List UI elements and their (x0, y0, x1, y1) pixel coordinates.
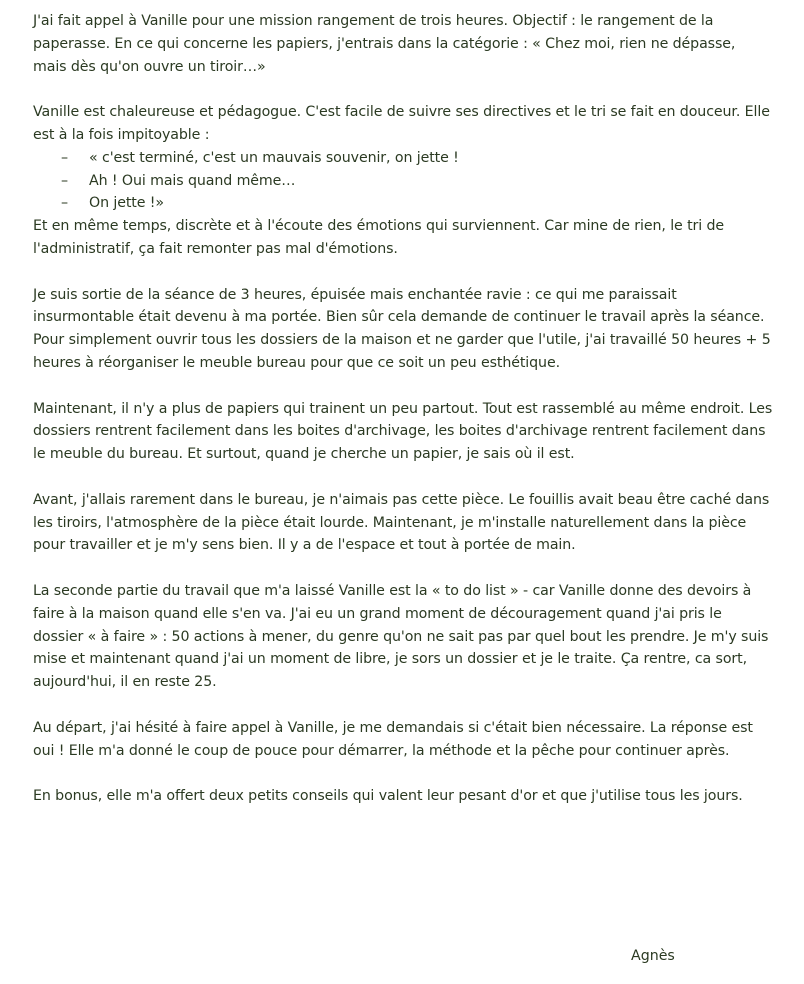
paragraph-vanille-qualities: Vanille est chaleureuse et pédagogue. C'est facile de suivre ses directives et le tri se fait en douceur. Elle est à la fois impitoyable : (33, 104, 770, 143)
list-item: – On jette !» (61, 192, 773, 215)
testimonial-letter (33, 10, 773, 831)
dash-bullet: – (61, 172, 68, 189)
paragraph-emotions: Et en même temps, discrète et à l'écoute des émotions qui surviennent. Car mine de rien, le tri de l'administratif, ça fait remonter pas mal d'émotions. (33, 218, 725, 257)
paragraph-session: Je suis sortie de la séance de 3 heures, épuisée mais enchantée ravie : ce qui me paraissait insurmontable était devenu à ma portée. Bien sûr cela demande de continuer le travail après la séance. Pour simplement ouvrir tous les dossiers de la maison et ne garder que l'utile, j'ai travaillé 50 heures + 5 heures à réorganiser le meuble bureau pour que ce soit un peu esthétique. (33, 286, 771, 371)
dash-bullet: – (61, 195, 68, 212)
paragraph-bonus: En bonus, elle m'a offert deux petits conseils qui valent leur pesant d'or et que j'utilise tous les jours. (33, 788, 743, 805)
list-item: – Ah ! Oui mais quand même… (61, 170, 773, 193)
list-item: – « c'est terminé, c'est un mauvais souvenir, on jette ! (61, 147, 773, 170)
dash-bullet: – (61, 149, 68, 166)
quote-list (33, 147, 773, 215)
paragraph-intro: J'ai fait appel à Vanille pour une mission rangement de trois heures. Objectif : le rangement de la paperasse. En ce qui concerne les papiers, j'entrais dans la catégorie : « Chez moi, rien ne dépasse, mais dès qu'on ouvre un tiroir…» (33, 13, 736, 75)
paragraph-before: Avant, j'allais rarement dans le bureau, je n'aimais pas cette pièce. Le fouillis avait beau être caché dans les tiroirs, l'atmosphère de la pièce était lourde. Maintenant, je m'installe naturellement dans la pièce pour travailler et je m'y sens bien. Il y a de l'espace et tout à portée de main. (33, 491, 770, 554)
paragraph-hesitation: Au départ, j'ai hésité à faire appel à Vanille, je me demandais si c'était bien nécessaire. La réponse est oui ! Elle m'a donné le coup de pouce pour démarrer, la méthode et la pêche pour continuer après. (33, 719, 753, 759)
signature: Agnès (631, 948, 675, 964)
paragraph-todo-list: La seconde partie du travail que m'a laissé Vanille est la « to do list » - car Vanille donne des devoirs à faire à la maison quand elle s'en va. J'ai eu un grand moment de découragement quand j'ai pris le dossier « à faire » : 50 actions à mener, du genre qu'on ne sait pas par quel bout les prendre. Je m'y suis mise et maintenant quand j'ai un moment de libre, je sors un dossier et je le traite. Ça rentre, ca sort, aujourd'hui, il en reste 25. (33, 582, 769, 691)
paragraph-now: Maintenant, il n'y a plus de papiers qui trainent un peu partout. Tout est rassemblé au même endroit. Les dossiers rentrent facilement dans les boites d'archivage, les boites d'archivage rentrent facilement dans le meuble du bureau. Et surtout, quand je cherche un papier, je sais où il est. (33, 400, 773, 463)
